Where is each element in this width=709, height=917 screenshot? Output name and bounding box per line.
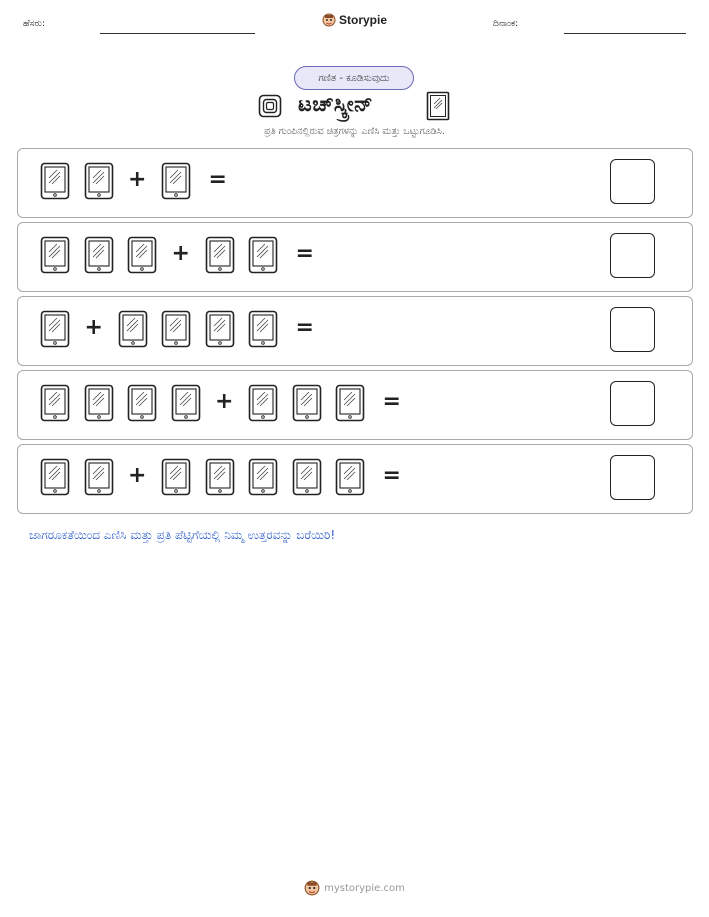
category-badge: ಗಣಿತ - ಕೂಡಿಸುವುದು	[294, 66, 414, 90]
name-label: ಹೆಸರು:	[23, 19, 46, 29]
tablet-icon	[161, 310, 191, 348]
name-line[interactable]	[100, 33, 255, 34]
equals-sign: =	[295, 241, 314, 266]
answer-box[interactable]	[610, 307, 655, 352]
problem-row	[17, 296, 693, 366]
tablet-icon	[118, 310, 148, 348]
tablet-icon	[40, 310, 70, 348]
tablet-icon	[40, 384, 70, 422]
tablet-icon	[205, 458, 235, 496]
storypie-logo-icon	[322, 13, 336, 27]
tablet-icon	[171, 384, 201, 422]
footer-site: mystorypie.com	[324, 882, 405, 894]
brand-name: Storypie	[339, 13, 388, 27]
answer-box[interactable]	[610, 233, 655, 278]
plus-sign: +	[128, 463, 147, 488]
tablet-icon	[84, 236, 114, 274]
worksheet-header	[0, 0, 709, 50]
bottom-instruction: ಜಾಗರೂಕತೆಯಿಂದ ಎಣಿಸಿ ಮತ್ತು ಪ್ರತಿ ಪೆಟ್ಟಿಗೆಯಲ್ಲಿ ನಿಮ್ಮ ಉತ್ತರವನ್ನು ಬರೆಯಿರಿ!	[29, 528, 336, 542]
tablet-icon	[84, 162, 114, 200]
problem-row	[17, 370, 693, 440]
plus-sign: +	[84, 315, 103, 340]
answer-box[interactable]	[610, 159, 655, 204]
tablet-icon	[161, 458, 191, 496]
footer	[0, 878, 709, 898]
plus-sign: +	[128, 167, 147, 192]
tablet-icon	[335, 384, 365, 422]
problem-row	[17, 222, 693, 292]
tablet-icon	[205, 310, 235, 348]
instructions-subtitle: ಪ್ರತಿ ಗುಂಪಿನಲ್ಲಿರುವ ಚಿತ್ರಗಳನ್ನು ಎಣಿಸಿ ಮತ್ತು ಒಟ್ಟುಗೂಡಿಸಿ.	[264, 126, 445, 137]
tablet-icon	[40, 458, 70, 496]
date-label: ದಿನಾಂಕ:	[493, 19, 519, 29]
plus-sign: +	[215, 389, 234, 414]
tablet-icon	[161, 162, 191, 200]
equals-sign: =	[208, 167, 227, 192]
tablet-icon	[127, 236, 157, 274]
brand	[322, 13, 387, 27]
title-row	[0, 90, 709, 122]
tablet-icon	[335, 458, 365, 496]
tablet-icon	[426, 91, 450, 121]
date-line[interactable]	[564, 33, 686, 34]
problem-row	[17, 444, 693, 514]
equals-sign: =	[382, 463, 401, 488]
tablet-icon	[205, 236, 235, 274]
tablet-icon	[248, 458, 278, 496]
tablet-icon	[40, 236, 70, 274]
tablet-icon	[248, 384, 278, 422]
problem-list	[17, 148, 693, 518]
tablet-icon	[40, 162, 70, 200]
tablet-icon	[292, 384, 322, 422]
equals-sign: =	[382, 389, 401, 414]
tablet-icon	[84, 458, 114, 496]
tablet-icon	[292, 458, 322, 496]
equals-sign: =	[295, 315, 314, 340]
tablet-icon	[248, 236, 278, 274]
tablet-icon	[127, 384, 157, 422]
answer-box[interactable]	[610, 455, 655, 500]
storypie-logo-icon	[304, 880, 320, 896]
problem-row	[17, 148, 693, 218]
page-title: ಟಚ್‌ಸ್ಕ್ರೀನ್	[298, 92, 374, 116]
answer-box[interactable]	[610, 381, 655, 426]
plus-sign: +	[171, 241, 190, 266]
tablet-icon	[248, 310, 278, 348]
home-button-icon	[258, 94, 282, 118]
tablet-icon	[84, 384, 114, 422]
